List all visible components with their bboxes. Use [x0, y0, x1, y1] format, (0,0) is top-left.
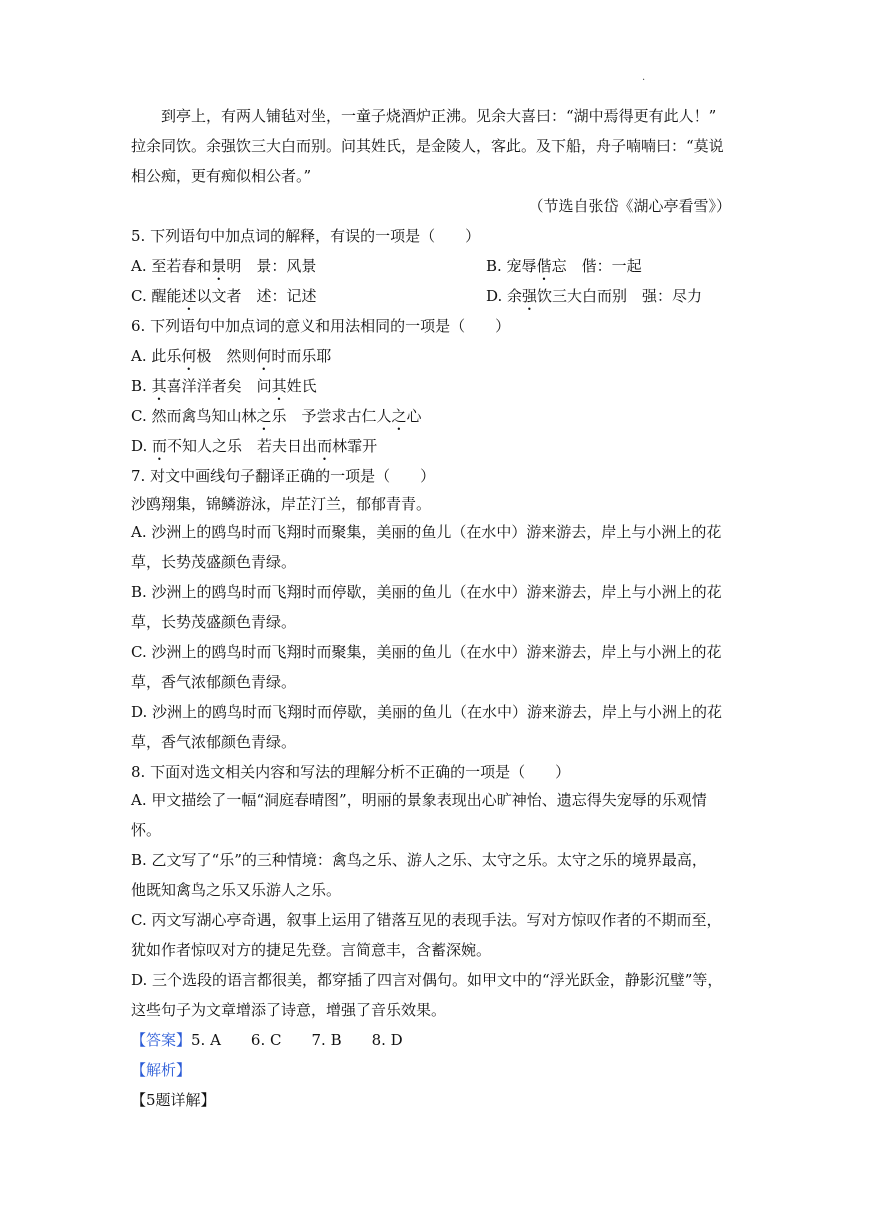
q8-option-d-line-2: 这些句子为文章增添了诗意，增强了音乐效果。: [131, 1001, 447, 1019]
passage-line-3: 相公痴，更有痴似相公者。”: [131, 167, 312, 185]
passage-line-2: 拉余同饮。余强饮三大白而别。问其姓氏，是金陵人，客此。及下船，舟子喃喃曰：“莫说: [131, 137, 724, 155]
q5-option-c: C. 醒能述以文者 述：记述: [131, 287, 317, 305]
q6-option-c: C. 然而禽鸟知山林之乐 予尝求古仁人之心: [131, 407, 422, 425]
q8-option-a-line-1: A. 甲文描绘了一幅“洞庭春晴图”，明丽的景象表现出心旷神怡、遗忘得失宠辱的乐观情: [131, 791, 707, 809]
q8-option-c-line-2: 犹如作者惊叹对方的捷足先登。言简意丰，含蓄深婉。: [131, 941, 492, 959]
q8-option-a-line-2: 怀。: [131, 821, 162, 839]
passage-line-1: 到亭上，有两人铺毡对坐，一童子烧酒炉正沸。见余大喜曰：“湖中焉得更有此人！”: [161, 107, 717, 125]
top-dot-mark: .: [642, 72, 646, 83]
dotted-word: 之: [391, 407, 407, 425]
q6-option-a: A. 此乐何极 然则何时而乐耶: [131, 347, 332, 365]
q7-option-c-line-1: C. 沙洲上的鸥鸟时而飞翔时而聚集，美丽的鱼儿（在水中）游来游去，岸上与小洲上的花: [131, 643, 722, 661]
dotted-word: 之: [256, 407, 272, 425]
answer-label: 【答案】: [131, 1031, 192, 1049]
q7-option-a-line-2: 草，长势茂盛颜色青绿。: [131, 553, 297, 571]
q7-option-a-line-1: A. 沙洲上的鸥鸟时而飞翔时而聚集，美丽的鱼儿（在水中）游来游去，岸上与小洲上的花: [131, 523, 722, 541]
dotted-word: 述: [181, 287, 197, 305]
dotted-word: 其: [151, 377, 167, 395]
answer-text: 5. A 6. C 7. B 8. D: [191, 1031, 403, 1049]
q8-stem: 8. 下面对选文相关内容和写法的理解分析不正确的一项是（ ）: [131, 763, 571, 781]
dotted-word: 偕: [536, 257, 552, 275]
passage-source: （节选自张岱《湖心亭看雪》）: [528, 197, 731, 215]
analysis-label: 【解析】: [131, 1061, 192, 1079]
q8-option-b-line-1: B. 乙文写了“乐”的三种情境：禽鸟之乐、游人之乐、太守之乐。太守之乐的境界最高，: [131, 851, 707, 869]
q8-option-c-line-1: C. 丙文写湖心亭奇遇，叙事上运用了错落互见的表现手法。写对方惊叹作者的不期而至，: [131, 911, 722, 929]
q7-option-b-line-2: 草，长势茂盛颜色青绿。: [131, 613, 297, 631]
q7-option-d-line-2: 草，香气浓郁颜色青绿。: [131, 733, 297, 751]
q7-sentence: 沙鸥翔集，锦鳞游泳，岸芷汀兰，郁郁青青。: [131, 495, 432, 513]
q6-stem: 6. 下列语句中加点词的意义和用法相同的一项是（ ）: [131, 317, 511, 335]
q6-option-d: D. 而不知人之乐 若夫日出而林霏开: [131, 437, 378, 455]
dotted-word: 而: [317, 437, 333, 455]
q7-option-d-line-1: D. 沙洲上的鸥鸟时而飞翔时而停歇，美丽的鱼儿（在水中）游来游去，岸上与小洲上的花: [131, 703, 723, 721]
q7-stem: 7. 对文中画线句子翻译正确的一项是（ ）: [131, 467, 436, 485]
dotted-word: 其: [271, 377, 287, 395]
q5-option-b: B. 宠辱偕忘 偕：一起: [486, 257, 642, 275]
q7-option-b-line-1: B. 沙洲上的鸥鸟时而飞翔时而停歇，美丽的鱼儿（在水中）游来游去，岸上与小洲上的花: [131, 583, 722, 601]
detail-label: 【5题详解】: [131, 1091, 216, 1109]
q7-option-c-line-2: 草，香气浓郁颜色青绿。: [131, 673, 297, 691]
dotted-word: 而: [152, 437, 168, 455]
q8-option-d-line-1: D. 三个选段的语言都很美，都穿插了四言对偶句。如甲文中的“浮光跃金，静影沉璧”等，: [131, 971, 723, 989]
answer-line: [131, 1030, 403, 1050]
q8-option-b-line-2: 他既知禽鸟之乐又乐游人之乐。: [131, 881, 342, 899]
q6-option-b: B. 其喜洋洋者矣 问其姓氏: [131, 377, 317, 395]
q5-option-a: A. 至若春和景明 景：风景: [131, 257, 317, 275]
q5-stem: 5. 下列语句中加点词的解释，有误的一项是（ ）: [131, 227, 481, 245]
dotted-word: 何: [256, 347, 272, 365]
dotted-word: 景: [211, 257, 227, 275]
dotted-word: 强: [522, 287, 538, 305]
dotted-word: 何: [181, 347, 197, 365]
q5-option-d: D. 余强饮三大白而别 强：尽力: [486, 287, 703, 305]
